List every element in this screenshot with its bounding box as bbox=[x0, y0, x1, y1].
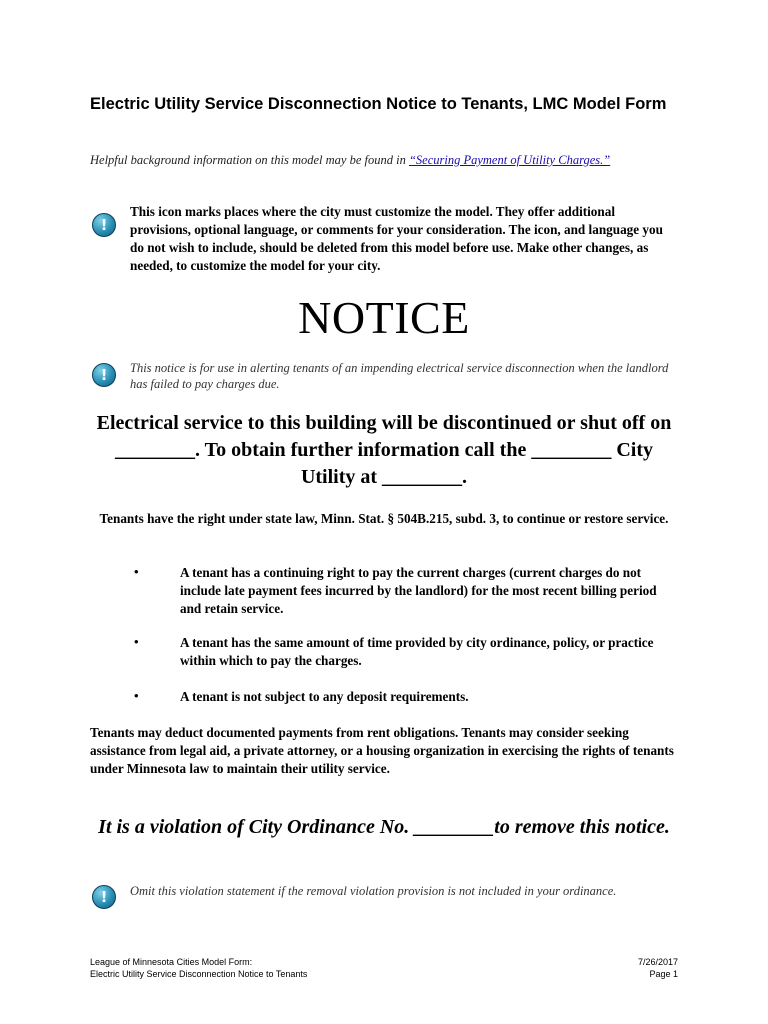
info-exclamation-icon: ! bbox=[92, 213, 116, 237]
bullet-item-no-deposit: A tenant is not subject to any deposit requirements. bbox=[180, 689, 469, 704]
disconnection-statement: Electrical service to this building will be discontinued or shut off on ________. To obtain further information call the ________ City Utility at ________. bbox=[96, 412, 672, 488]
info-exclamation-icon: ! bbox=[92, 363, 116, 387]
tenant-rights-statement: Tenants have the right under state law, Minn. Stat. § 504B.215, subd. 3, to continue or restore service. bbox=[99, 511, 669, 526]
footer-page-number: Page 1 bbox=[649, 969, 678, 979]
customize-callout: This icon marks places where the city must customize the model. They offer additional provisions, optional language, or comments for your consideration. The icon, and language you do not wish to include, should be deleted from this model before use. Make other changes, as needed, to customize the model for your city. bbox=[130, 204, 663, 273]
footer-date: 7/26/2017 bbox=[637, 957, 678, 967]
background-info-text: Helpful background information on this model may be found in bbox=[90, 153, 409, 167]
bullet-marker: • bbox=[134, 688, 139, 703]
bullet-marker: • bbox=[134, 634, 139, 649]
bullet-item-time-provided: A tenant has the same amount of time provided by city ordinance, policy, or practice within which to pay the charges. bbox=[180, 635, 654, 668]
background-info-line bbox=[90, 153, 710, 168]
bullet-item-pay-current-charges: A tenant has a continuing right to pay the current charges (current charges do not include late payment fees incurred by the landlord) for the most recent billing period and retain service. bbox=[180, 565, 657, 616]
securing-payment-link[interactable]: “Securing Payment of Utility Charges.” bbox=[408, 153, 611, 167]
footer-left bbox=[90, 956, 490, 980]
deduct-payments-paragraph: Tenants may deduct documented payments from rent obligations. Tenants may consider seeking assistance from legal aid, a private attorney, or a housing organization in exercising the rights of tenants under Minnesota law to maintain their utility service. bbox=[90, 725, 674, 776]
info-exclamation-icon: ! bbox=[92, 885, 116, 909]
document-title: Electric Utility Service Disconnection Notice to Tenants, LMC Model Form bbox=[90, 95, 667, 113]
omit-callout: Omit this violation statement if the removal violation provision is not included in your ordinance. bbox=[130, 884, 617, 898]
usage-callout: This notice is for use in alerting tenants of an impending electrical service disconnection when the landlord has failed to pay charges due. bbox=[130, 361, 669, 391]
footer-org-line: League of Minnesota Cities Model Form: bbox=[90, 957, 253, 967]
notice-heading: NOTICE bbox=[298, 292, 470, 343]
footer-right bbox=[520, 956, 678, 980]
footer-form-line: Electric Utility Service Disconnection Notice to Tenants bbox=[90, 969, 308, 979]
violation-statement: It is a violation of City Ordinance No. ________to remove this notice. bbox=[98, 816, 670, 838]
bullet-marker: • bbox=[134, 564, 139, 579]
